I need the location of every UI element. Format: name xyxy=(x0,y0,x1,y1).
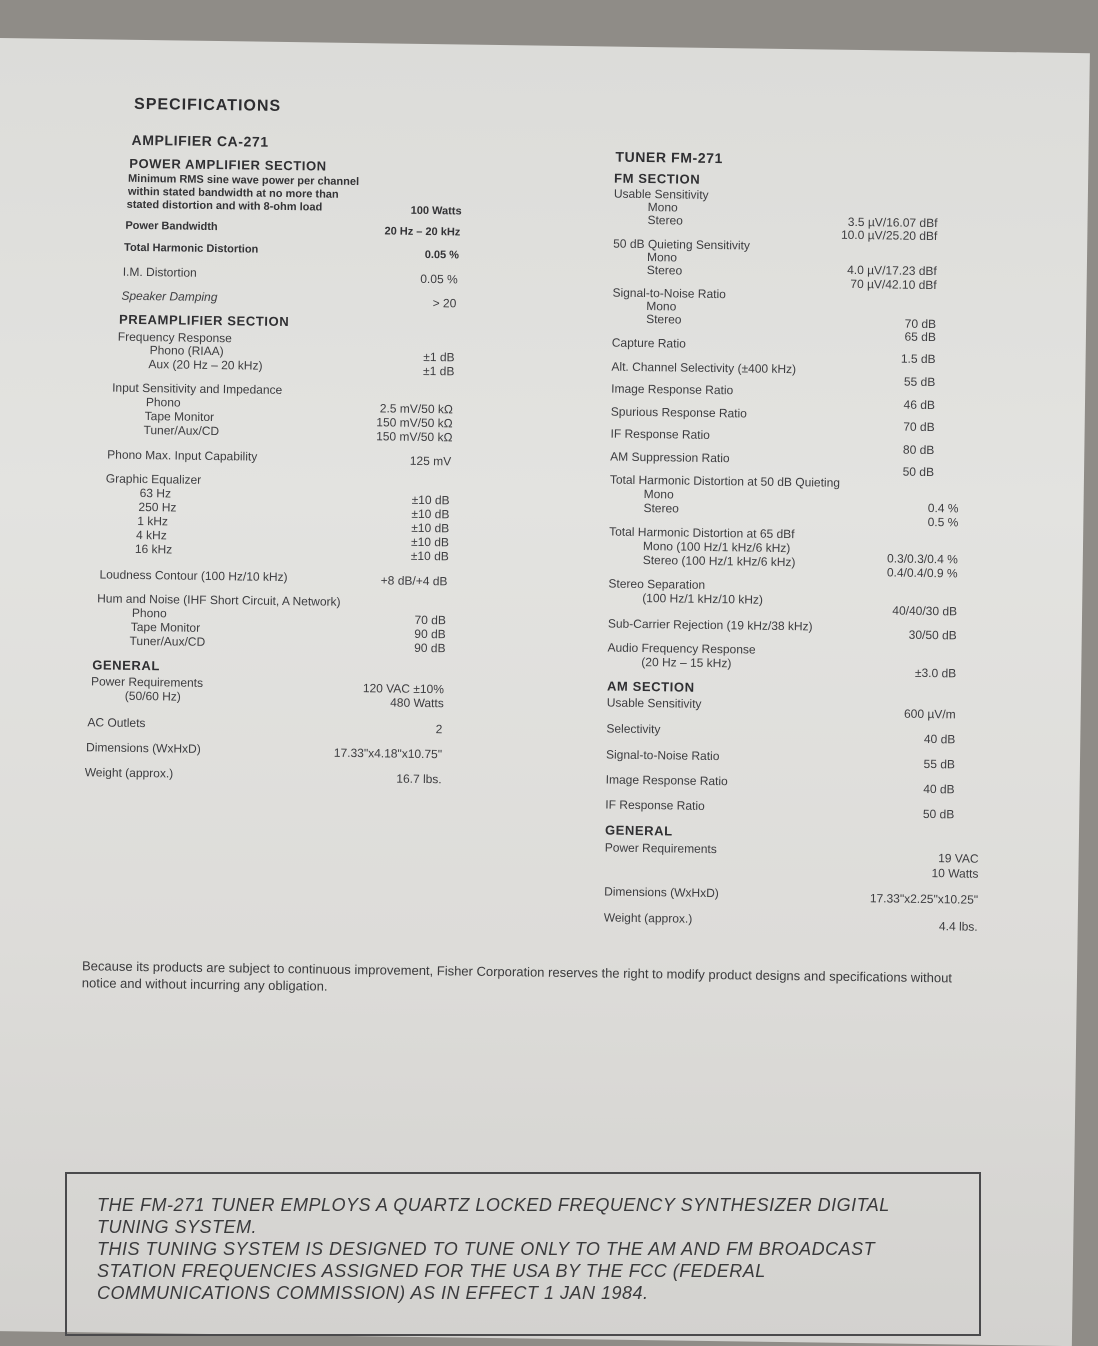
spec-value: 480 Watts xyxy=(390,695,444,711)
spec-sublabel: Mono xyxy=(643,487,674,502)
spec-sublabel: Phono (RIAA) xyxy=(149,343,224,359)
spec-sublabel: Stereo xyxy=(647,213,683,228)
min-rms-line-2: within stated bandwidth at no more than xyxy=(127,185,339,201)
spec-sublabel: Phono xyxy=(131,605,167,621)
spec-value: 120 VAC ±10% xyxy=(362,681,445,697)
spec-sublabel: Aux (20 Hz – 20 kHz) xyxy=(148,357,263,373)
spec-value: 40 dB xyxy=(923,781,955,797)
spec-value: 40 dB xyxy=(923,731,956,747)
spec-label: Loudness Contour (100 Hz/10 kHz) xyxy=(99,567,288,585)
spec-value: 1.5 dB xyxy=(900,351,936,367)
spec-label: Input Sensitivity and Impedance xyxy=(112,380,283,397)
spec-label: Total Harmonic Distortion xyxy=(123,241,259,256)
spec-value: ±1 dB xyxy=(423,363,455,379)
spec-sublabel: Mono xyxy=(646,299,677,314)
spec-value: 50 dB xyxy=(922,806,955,822)
spec-label: Dimensions (WxHxD) xyxy=(86,740,201,756)
spec-sublabel: Tuner/Aux/CD xyxy=(129,633,206,649)
spec-value: 55 dB xyxy=(923,756,956,772)
spec-value: 19 VAC xyxy=(938,851,979,866)
power-amp-heading: POWER AMPLIFIER SECTION xyxy=(129,155,327,174)
spec-value: 3.5 µV/16.07 dBf xyxy=(847,214,938,231)
spec-value: 70 dB xyxy=(904,316,937,332)
spec-sublabel: Phono xyxy=(145,395,181,410)
spec-label: Power Requirements xyxy=(604,840,717,857)
spec-value: ±10 dB xyxy=(410,534,450,550)
spec-value: 30/50 dB xyxy=(908,627,957,643)
spec-label: IF Response Ratio xyxy=(605,797,705,813)
spec-sublabel: Stereo xyxy=(646,312,682,327)
tuner-general-heading: GENERAL xyxy=(604,822,673,839)
spec-label: Signal-to-Noise Ratio xyxy=(612,285,726,302)
spec-value: 90 dB xyxy=(414,640,446,656)
spec-label: Usable Sensitivity xyxy=(613,186,709,202)
spec-value: 10.0 µV/25.20 dBf xyxy=(840,227,938,244)
fcc-notice-text xyxy=(97,1194,947,1304)
fcc-notice-line: STATION FREQUENCIES ASSIGNED FOR THE USA BY THE FCC (FEDERAL xyxy=(97,1261,766,1281)
spec-value: 0.5 % xyxy=(927,514,959,530)
spec-label: Total Harmonic Distortion at 65 dBf xyxy=(609,524,795,542)
min-rms-line-3: stated distortion and with 8-ohm load xyxy=(126,198,323,214)
spec-label: Total Harmonic Distortion at 50 dB Quieting xyxy=(609,472,841,490)
spec-label: Image Response Ratio xyxy=(605,772,728,789)
spec-sublabel: Tape Monitor xyxy=(130,619,201,635)
spec-value: 40/40/30 dB xyxy=(892,603,958,619)
spec-value: 0.4 % xyxy=(927,501,959,516)
spec-value: 50 dB xyxy=(902,464,935,480)
spec-label: 50 dB Quieting Sensitivity xyxy=(613,236,751,253)
spec-value: 65 dB xyxy=(904,329,937,345)
spec-value: ±3.0 dB xyxy=(914,665,957,681)
am-section-heading: AM SECTION xyxy=(606,678,695,695)
spec-value: 20 Hz – 20 kHz xyxy=(384,225,461,239)
spec-value: ±10 dB xyxy=(411,492,450,508)
spec-label: Usable Sensitivity xyxy=(606,695,702,711)
spec-sublabel: Stereo (100 Hz/1 kHz/6 kHz) xyxy=(642,553,796,570)
spec-value: 16.7 lbs. xyxy=(396,771,442,787)
tuner-heading: TUNER FM-271 xyxy=(615,148,724,167)
spec-value: ±10 dB xyxy=(411,506,450,522)
spec-label: Capture Ratio xyxy=(611,335,686,351)
spec-value: ±10 dB xyxy=(410,548,449,564)
spec-label: Signal-to-Noise Ratio xyxy=(605,747,720,764)
spec-value: ±10 dB xyxy=(411,520,450,536)
spec-value: ±1 dB xyxy=(423,349,455,365)
spec-label: Power Bandwidth xyxy=(125,219,218,234)
spec-value: 90 dB xyxy=(414,626,446,642)
spec-label: Speaker Damping xyxy=(121,288,218,305)
spec-label: Weight (approx.) xyxy=(84,765,174,781)
spec-sublabel: Tape Monitor xyxy=(144,409,215,425)
spec-sublabel: Stereo xyxy=(643,501,679,516)
spec-label: Hum and Noise (IHF Short Circuit, A Network) xyxy=(97,591,341,609)
spec-value: 0.05 % xyxy=(424,248,460,262)
spec-value: 55 dB xyxy=(903,374,936,390)
spec-value: 70 dB xyxy=(903,419,935,435)
spec-value: 600 µV/m xyxy=(903,706,956,722)
amp-general-heading: GENERAL xyxy=(92,657,161,674)
spec-value: 17.33"x2.25"x10.25" xyxy=(869,891,979,907)
spec-value: 150 mV/50 kΩ xyxy=(376,415,453,431)
spec-value: > 20 xyxy=(432,296,457,311)
spec-label: Graphic Equalizer xyxy=(105,471,202,487)
spec-value: 2 xyxy=(435,722,443,737)
spec-value: 2.5 mV/50 kΩ xyxy=(379,401,453,417)
spec-sublabel: Mono xyxy=(647,200,678,215)
spec-value: 4.0 µV/17.23 dBf xyxy=(847,262,937,279)
spec-label: I.M. Distortion xyxy=(122,264,197,280)
fcc-notice-box xyxy=(65,1172,981,1336)
spec-sublabel: Mono (100 Hz/1 kHz/6 kHz) xyxy=(642,539,791,556)
spec-label: Frequency Response xyxy=(117,329,233,346)
spec-value: 0.4/0.4/0.9 % xyxy=(886,565,958,581)
spec-label: Spurious Response Ratio xyxy=(610,404,748,421)
spec-value: 4.4 lbs. xyxy=(938,919,978,934)
spec-value: 0.3/0.3/0.4 % xyxy=(887,551,958,567)
spec-value: 150 mV/50 kΩ xyxy=(376,429,453,445)
spec-label: Weight (approx.) xyxy=(603,910,693,926)
fcc-notice-line: THE FM-271 TUNER EMPLOYS A QUARTZ LOCKED FREQUENCY SYNTHESIZER DIGITAL xyxy=(97,1195,890,1215)
spec-sublabel: 1 kHz xyxy=(137,513,169,529)
spec-value: 70 dB xyxy=(414,612,447,628)
fcc-notice-line: THIS TUNING SYSTEM IS DESIGNED TO TUNE ONLY TO THE AM AND FM BROADCAST xyxy=(97,1239,876,1259)
fm-section-heading: FM SECTION xyxy=(613,170,701,187)
min-rms-line-1: Minimum RMS sine wave power per channel xyxy=(127,172,360,189)
disclaimer-text: Because its products are subject to continuous improvement, Fisher Corporation reserves the right to modify product designs and specifications without notice and without incurring any obligation. xyxy=(81,958,953,994)
spec-sublabel: 250 Hz xyxy=(138,499,177,515)
min-rms-value: 100 Watts xyxy=(410,204,462,218)
fcc-notice-line: COMMUNICATIONS COMMISSION) AS IN EFFECT 1 JAN 1984. xyxy=(97,1283,649,1303)
spec-label: AM Suppression Ratio xyxy=(610,449,730,466)
spec-sheet xyxy=(0,38,1090,1346)
preamp-heading: PREAMPLIFIER SECTION xyxy=(118,311,290,330)
spec-value: +8 dB/+4 dB xyxy=(380,573,448,589)
page-title: SPECIFICATIONS xyxy=(133,95,282,115)
spec-value: 46 dB xyxy=(903,397,936,413)
spec-sublabel: (100 Hz/1 kHz/10 kHz) xyxy=(642,591,764,607)
fcc-notice-line: TUNING SYSTEM. xyxy=(97,1217,258,1237)
spec-label: Sub-Carrier Rejection (19 kHz/38 kHz) xyxy=(607,616,813,634)
amplifier-heading: AMPLIFIER CA-271 xyxy=(131,131,269,150)
spec-label: Phono Max. Input Capability xyxy=(107,447,258,464)
spec-sublabel: Stereo xyxy=(646,263,683,278)
spec-label: Alt. Channel Selectivity (±400 kHz) xyxy=(611,359,797,377)
spec-value: 80 dB xyxy=(902,442,935,458)
spec-label: Power Requirements xyxy=(90,674,204,690)
spec-value: 70 µV/42.10 dBf xyxy=(850,276,937,293)
spec-sublabel: 4 kHz xyxy=(135,527,167,543)
spec-label: Selectivity xyxy=(606,721,661,737)
spec-label: Image Response Ratio xyxy=(611,381,734,398)
spec-value: 17.33"x4.18"x10.75" xyxy=(333,745,443,762)
spec-sublabel: (20 Hz – 15 kHz) xyxy=(641,655,732,671)
spec-label: AC Outlets xyxy=(87,715,146,731)
spec-sublabel: 63 Hz xyxy=(139,485,172,501)
spec-sublabel: (50/60 Hz) xyxy=(124,688,181,704)
spec-label: Stereo Separation xyxy=(608,576,706,592)
spec-value: 10 Watts xyxy=(931,866,979,881)
spec-label: IF Response Ratio xyxy=(610,426,711,442)
spec-sublabel: 16 kHz xyxy=(134,541,173,557)
spec-sublabel: Mono xyxy=(646,250,678,265)
spec-value: 125 mV xyxy=(409,453,452,469)
spec-value: 0.05 % xyxy=(420,271,458,287)
spec-sublabel: Tuner/Aux/CD xyxy=(143,423,220,439)
spec-label: Dimensions (WxHxD) xyxy=(604,884,719,901)
spec-label: Audio Frequency Response xyxy=(607,640,756,657)
